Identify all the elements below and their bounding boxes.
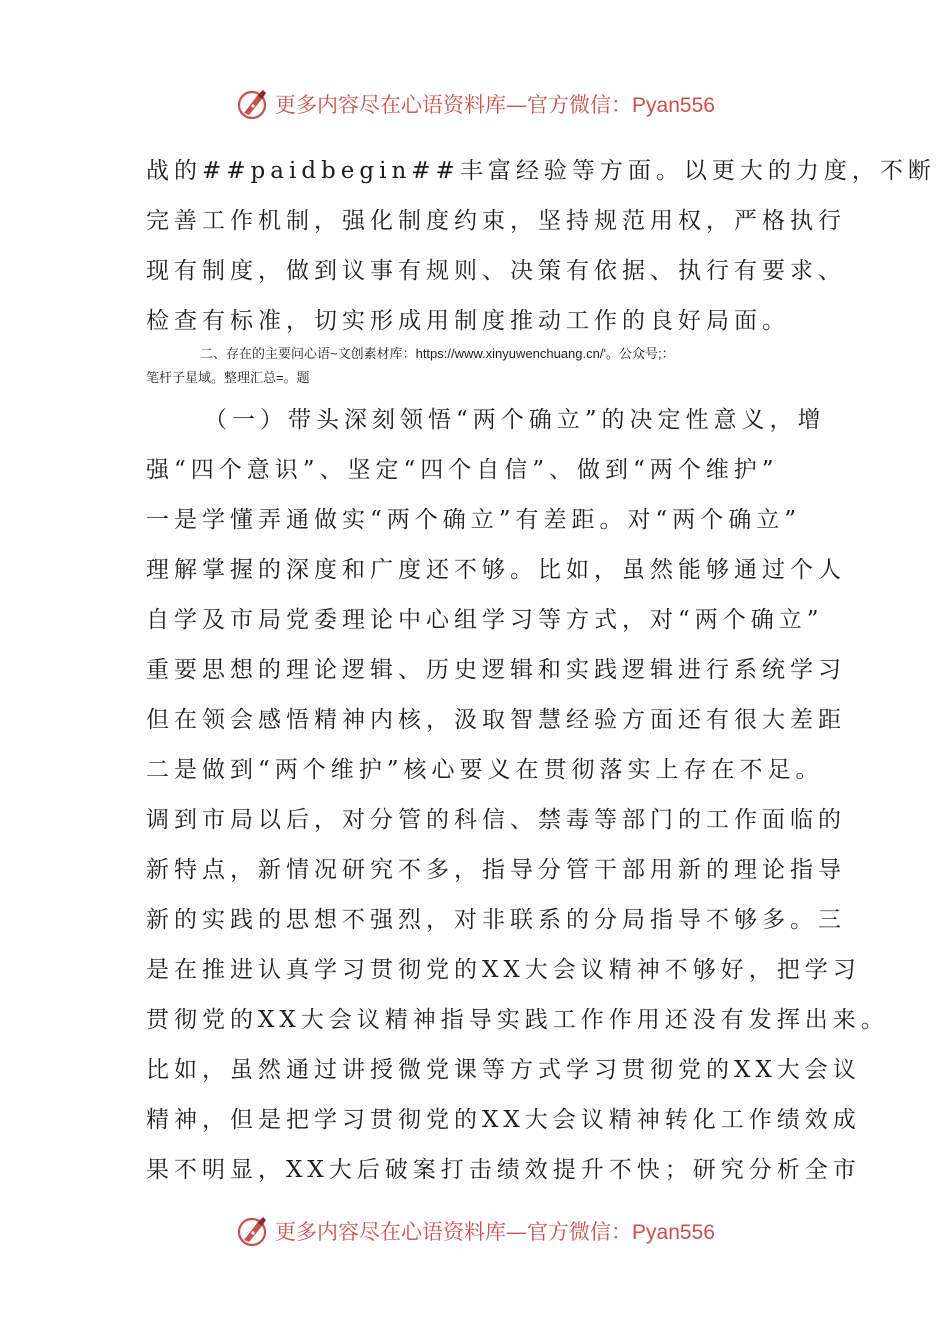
banner-text: 更多内容尽在心语资料库—官方微信：Pyan556 [275,1220,715,1244]
body-line: 强“四个意识”、坚定“四个自信”、做到“两个维护” [146,457,779,483]
body-line: 现有制度，做到议事有规则、决策有依据、执行有要求、 [146,258,846,284]
subsection-heading: （一）带头深刻领悟“两个确立”的决定性意义，增 [204,407,826,433]
pen-nib-circle-icon [235,86,271,122]
body-line: 精神，但是把学习贯彻党的XX大会议精神转化工作绩效成 [146,1107,861,1133]
footer-banner [0,1211,950,1251]
body-line: 检查有标准，切实形成用制度推动工作的良好局面。 [146,308,790,334]
body-line: 理解掌握的深度和广度还不够。比如，虽然能够通过个人 [146,557,846,583]
body-line: 一是学懂弄通做实“两个确立”有差距。对“两个确立” [146,507,802,533]
body-line: 二是做到“两个维护”核心要义在贯彻落实上存在不足。 [146,757,824,783]
banner-text: 更多内容尽在心语资料库—官方微信：Pyan556 [275,93,715,117]
body-line: 自学及市局党委理论中心组学习等方式，对“两个确立” [146,607,824,633]
body-line: 调到市局以后，对分管的科信、禁毒等部门的工作面临的 [146,807,846,833]
body-line: 完善工作机制，强化制度约束，坚持规范用权，严格执行 [146,208,846,234]
pen-nib-circle-icon [235,1213,271,1249]
body-line: 新特点，新情况研究不多，指导分管干部用新的理论指导 [146,857,846,883]
body-line: 新的实践的思想不强烈，对非联系的分局指导不够多。三 [146,907,846,933]
body-line: 果不明显，XX大后破案打击绩效提升不快；研究分析全市 [146,1157,861,1183]
body-line: 比如，虽然通过讲授微党课等方式学习贯彻党的XX大会议 [146,1057,861,1083]
body-line: 是在推进认真学习贯彻党的XX大会议精神不够好，把学习 [146,957,861,983]
body-line: 贯彻党的XX大会议精神指导实践工作作用还没有发挥出来。 [146,1007,889,1033]
section-heading-line1: 二、存在的主要问心语~文创素材库：https://www.xinyuwenchuang.cn/'。公众号;： [200,346,675,361]
body-line: 战的##paidbegin##丰富经验等方面。以更大的力度，不断 [146,158,936,184]
section-heading-line2: 笔杆子星域。整理汇总=。题 [146,370,310,385]
header-banner [0,84,950,124]
body-line: 重要思想的理论逻辑、历史逻辑和实践逻辑进行系统学习 [146,657,846,683]
body-line: 但在领会感悟精神内核，汲取智慧经验方面还有很大差距 [146,707,846,733]
